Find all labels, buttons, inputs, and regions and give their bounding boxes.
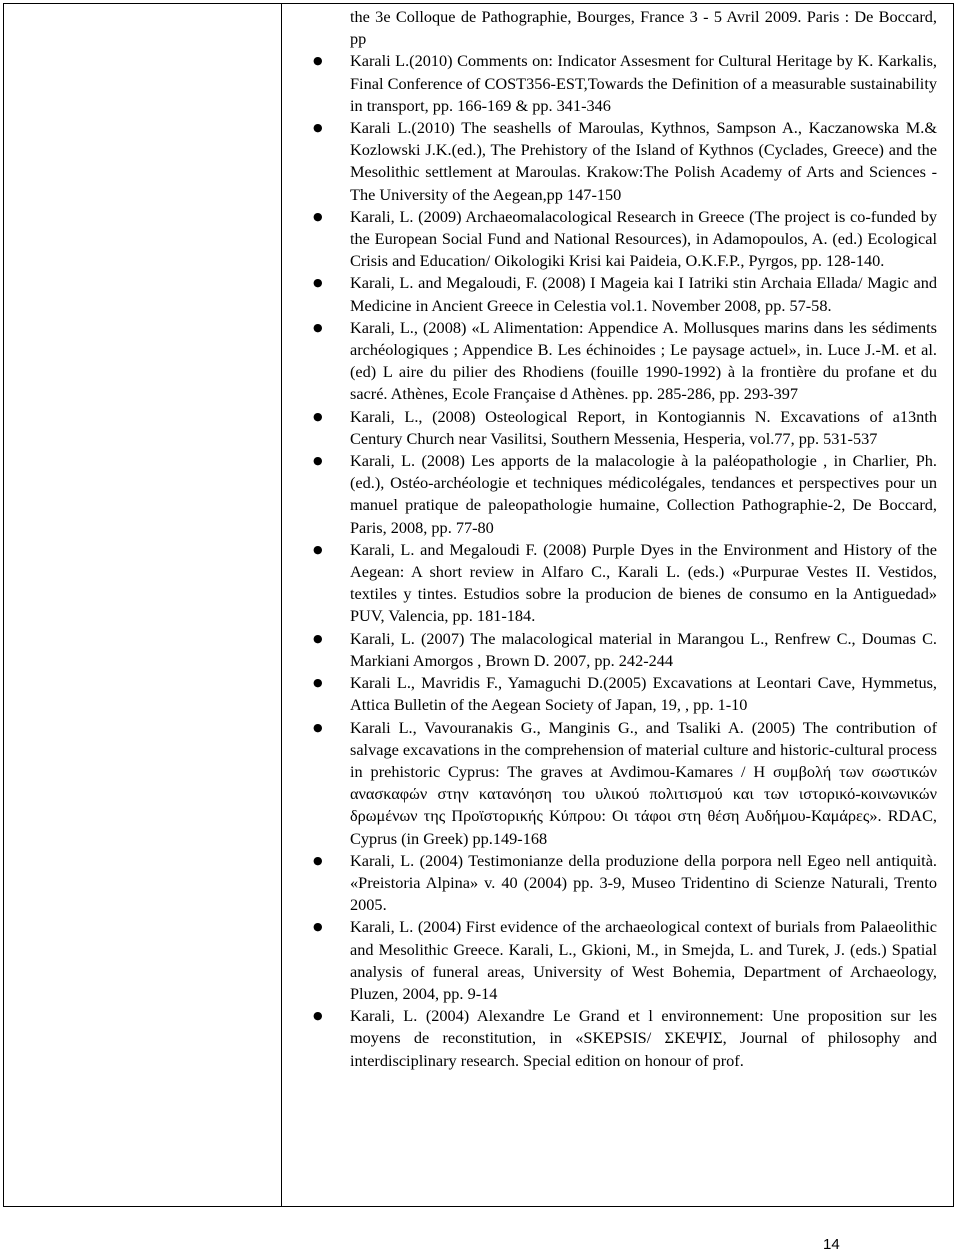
reference-entry: the 3e Colloque de Pathographie, Bourges, France 3 - 5 Avril 2009. Paris : De Boccard, pp [350,7,937,49]
reference-entry: ● Karali, L. and Megaloudi F. (2008) Purple Dyes in the Environment and History of the Aegean: A short review in Alfaro C., Karali L. (eds.) «Purpurae Vestes II. Vestidos, textiles y tintes. Estudios sobre la producion de bienes de consumo en la Antiguedad» PUV, Valencia, pp. 181-184. [350,539,937,628]
reference-entry: ● Karali, L. (2004) Testimonianze della produzione della porpora nell Egeo nell antiquità. «Preistoria Alpina» v. 40 (2004) pp. 3-9, Museo Tridentino di Scienze Naturali, Trento 2005. [350,850,937,917]
reference-entry: ● Karali, L. (2004) First evidence of the archaeological context of burials from Palaeolithic and Mesolithic Greece. Karali, L., Gkioni, M., in Smejda, L. and Turek, J. (eds.) Spatial analysis of funeral areas, University of West Bohemia, Department of Archaeology, Pluzen, 2004, pp. 9-14 [350,916,937,1005]
reference-entry: ● Karali L.(2010) The seashells of Maroulas, Kythnos, Sampson A., Kaczanowska M.& Kozlowski J.K.(ed.), The Prehistory of the Island of Kythnos (Cyclades, Greece) and the Mesolithic settlement at Maroulas. Krakow:The Polish Academy of Arts and Sciences - The University of the Aegean,pp 147-150 [350,117,937,206]
reference-entry: ● Karali L., Vavouranakis G., Manginis G., and Tsaliki A. (2005) The contribution of salvage excavations in the comprehension of material culture and historic-cultural process in prehistoric Cyprus: The graves at Avdimou-Kamares / Η συμβολή των σωστικών ανασκαφών στην κατανόηση του υλικού πολιτισμού και των ιστορικό-κοινωνικών δρωμένων της Προϊστορικής Κύπρου: Οι τάφοι στη θέση Αυδήμου-Καμάρες». RDAC, Cyprus (in Greek) pp.149-168 [350,717,937,850]
reference-entry: ● Karali, L., (2008) Osteological Report, in Kontogiannis N. Excavations of a13nth Century Church near Vasilitsi, Southern Messenia, Hesperia, vol.77, pp. 531-537 [350,406,937,450]
page-number: 14 [823,1236,840,1253]
left-column [4,4,282,1206]
reference-entry: ● Karali, L. (2009) Archaeomalacological Research in Greece (The project is co-funded by the European Social Fund and National Resources), in Adamopoulos, A. (ed.) Ecological Crisis and Education/ Oikologiki Krisi kai Paideia, O.K.F.P., Pyrgos, pp. 128-140. [350,206,937,273]
right-column [282,4,953,1206]
reference-entry: ● Karali, L., (2008) «L Alimentation: Appendice A. Mollusques marins dans les sédiments archéologiques ; Appendice B. Les échinoides ; Le paysage actuel», in. Luce J.-M. et al. (ed) L aire du pilier des Rhodiens (fouille 1990-1992) à la frontière du profane et du sacré. Athènes, Ecole Française d Athènes. pp. 285-286, pp. 293-397 [350,317,937,406]
reference-entry: ● Karali L., Mavridis F., Yamaguchi D.(2005) Excavations at Leontari Cave, Hymmetus, Attica Bulletin of the Aegean Society of Japan, 19, , pp. 1-10 [350,672,937,716]
document-table [3,3,954,1207]
reference-list [350,6,937,1072]
reference-entry: ● Karali L.(2010) Comments on: Indicator Assesment for Cultural Heritage by K. Karkalis, Final Conference of COST356-EST,Towards the Definition of a measurable sustainability in transport, pp. 166-169 & pp. 341-346 [350,50,937,117]
reference-entry: ● Karali, L. (2008) Les apports de la malacologie à la paléopathologie , in Charlier, Ph. (ed.), Ostéo-archéologie et techniques médicolégales, tendances et perspectives pour un manuel pratique de paleopathologie humaine, Collection Pathographie-2, De Boccard, Paris, 2008, pp. 77-80 [350,450,937,539]
reference-entry: ● Karali, L. (2004) Alexandre Le Grand et l environnement: Une proposition sur les moyens de reconstitution, in «SKEPSIS/ ΣΚΕΨΙΣ, Journal of philosophy and interdisciplinary research. Special edition on honour of prof. [350,1005,937,1072]
reference-entry: ● Karali, L. (2007) The malacological material in Marangou L., Renfrew C., Doumas C. Markiani Amorgos , Brown D. 2007, pp. 242-244 [350,628,937,672]
reference-entry: ● Karali, L. and Megaloudi, F. (2008) I Mageia kai I Iatriki stin Archaia Ellada/ Magic and Medicine in Ancient Greece in Celestia vol.1. November 2008, pp. 57-58. [350,272,937,316]
